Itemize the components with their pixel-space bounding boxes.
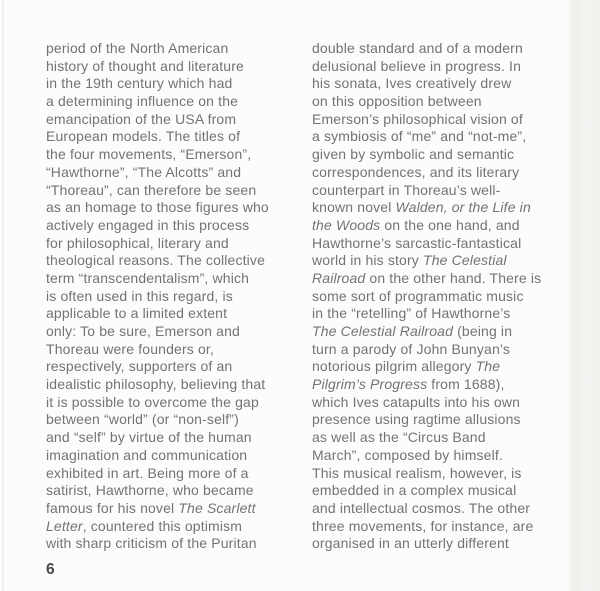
text-line: The Celestial Railroad (being in	[312, 323, 513, 339]
text-line: in the “retelling” of Hawthorne’s	[312, 305, 511, 322]
text-line: “Hawthorne”, “The Alcotts” and	[46, 163, 242, 180]
text-line: double standard and of a modern	[312, 40, 523, 56]
text-column-left	[46, 40, 302, 553]
text-line: which Ives catapults into his own	[312, 393, 521, 410]
text-line: applicable to a limited extent	[46, 305, 228, 322]
text-line: European models. The titles of	[46, 128, 241, 145]
text-line: Railroad on the other hand. There is	[312, 269, 542, 286]
text-line: idealistic philosophy, believing that	[46, 376, 266, 393]
text-line: actively engaged in this process	[46, 216, 250, 233]
text-line: presence using ragtime allusions	[312, 411, 521, 428]
text-line: notorious pilgrim allegory The	[312, 358, 501, 375]
text-line: counterpart in Thoreau’s well-	[312, 181, 501, 198]
text-line: This musical realism, however, is	[312, 464, 522, 481]
text-line: with sharp criticism of the Puritan	[46, 535, 257, 552]
text-line: delusional believe in progress. In	[312, 57, 522, 74]
text-line: organised in an utterly different	[312, 535, 509, 552]
text-line: imagination and communication	[46, 446, 248, 463]
text-column-right	[312, 40, 584, 553]
text-line: Letter, countered this optimism	[46, 517, 243, 534]
text-line: period of the North American	[46, 40, 229, 56]
text-line: as an homage to those figures who	[46, 199, 269, 216]
text-line: known novel Walden, or the Life in	[312, 199, 531, 216]
text-line: given by symbolic and semantic	[312, 146, 515, 163]
text-line: three movements, for instance, are	[312, 517, 534, 534]
text-line: correspondences, and its literary	[312, 163, 520, 180]
text-line: famous for his novel The Scarlett	[46, 499, 256, 516]
text-line: a determining influence on the	[46, 93, 239, 110]
text-line: history of thought and literature	[46, 57, 244, 74]
text-line: it is possible to overcome the gap	[46, 393, 259, 410]
text-line: respectively, supporters of an	[46, 358, 233, 375]
text-line: is often used in this regard, is	[46, 287, 233, 304]
text-line: turn a parody of John Bunyan’s	[312, 340, 511, 357]
text-line: between “world” (or “non-self”)	[46, 411, 239, 428]
text-line: “Thoreau”, can therefore be seen	[46, 181, 257, 198]
text-line: the four movements, “Emerson”,	[46, 146, 252, 163]
text-line: satirist, Hawthorne, who became	[46, 482, 254, 499]
text-line: term “transcendentalism”, which	[46, 269, 250, 286]
text-line: only: To be sure, Emerson and	[46, 323, 240, 339]
text-line: and “self” by virtue of the human	[46, 429, 252, 446]
text-line: on this opposition between	[312, 93, 482, 110]
text-line: exhibited in art. Being more of a	[46, 464, 249, 481]
text-line: the Woods on the one hand, and	[312, 216, 520, 233]
text-line: some sort of programmatic music	[312, 287, 524, 304]
text-line: for philosophical, literary and	[46, 234, 229, 251]
text-line: March”, composed by himself.	[312, 446, 503, 463]
text-line: emancipation of the USA from	[46, 110, 237, 127]
text-line: Thoreau were founders or,	[46, 340, 214, 357]
page-number: 6	[46, 561, 55, 578]
text-line: a symbiosis of “me” and “not-me”,	[312, 128, 527, 145]
scan-edge-left	[2, 0, 4, 591]
text-line: in the 19th century which had	[46, 75, 233, 92]
text-line: Hawthorne’s sarcastic-fantastical	[312, 234, 522, 251]
text-line: Pilgrim’s Progress from 1688),	[312, 376, 505, 393]
text-line: world in his story The Celestial	[312, 252, 507, 269]
text-line: embedded in a complex musical	[312, 482, 517, 499]
text-line: his sonata, Ives creatively drew	[312, 75, 512, 92]
text-line: theological reasons. The collective	[46, 252, 266, 269]
text-line: and intellectual cosmos. The other	[312, 499, 531, 516]
text-line: Emerson’s philosophical vision of	[312, 110, 523, 127]
text-line: as well as the “Circus Band	[312, 429, 486, 446]
